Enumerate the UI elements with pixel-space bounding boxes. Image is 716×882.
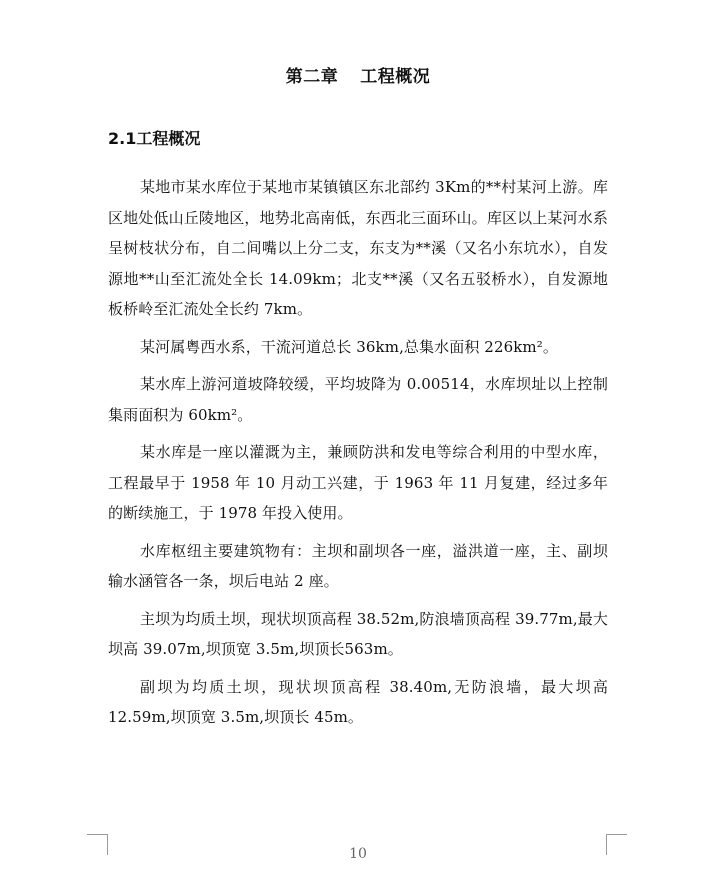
body-text [108, 172, 608, 740]
chapter-name: 工程概况 [360, 67, 431, 87]
paragraph: 某地市某水库位于某地市某镇镇区东北部约 3Km的**村某河上游。库区地处低山丘陵地区，地势北高南低，东西北三面环山。库区以上某河水系呈树枝状分布，自二间嘴以上分二支，东支为**溪（又名小东坑水），自发源地**山至汇流处全长 14.09km；北支**溪（又名五驳桥水），自发源地板桥岭至汇流处全长约 7km。 [108, 178, 608, 318]
chapter-title [0, 62, 716, 87]
paragraph: 某河属粤西水系，干流河道总长 36km,总集水面积 226km²。 [140, 337, 558, 356]
paragraph: 副坝为均质土坝，现状坝顶高程 38.40m,无防浪墙，最大坝高 12.59m,坝顶宽 3.5m,坝顶长 45m。 [108, 677, 608, 726]
paragraph: 某水库上游河道坡降较缓，平均坡降为 0.00514，水库坝址以上控制集雨面积为 60km²。 [108, 375, 608, 424]
paragraph: 某水库是一座以灌溉为主，兼顾防洪和发电等综合利用的中型水库，工程最早于 1958 年 10 月动工兴建，于 1963 年 11 月复建，经过多年的断续施工，于 1978 年投入使用。 [108, 443, 608, 522]
paragraph: 主坝为均质土坝，现状坝顶高程 38.52m,防浪墙顶高程 39.77m,最大坝高 39.07m,坝顶宽 3.5m,坝顶长563m。 [108, 609, 608, 658]
chapter-label: 第二章 [285, 67, 339, 87]
paragraph: 水库枢纽主要建筑物有：主坝和副坝各一座，溢洪道一座，主、副坝输水涵管各一条，坝后电站 2 座。 [108, 541, 608, 590]
section-title: 2.1工程概况 [108, 129, 201, 148]
page-number: 10 [349, 846, 367, 862]
